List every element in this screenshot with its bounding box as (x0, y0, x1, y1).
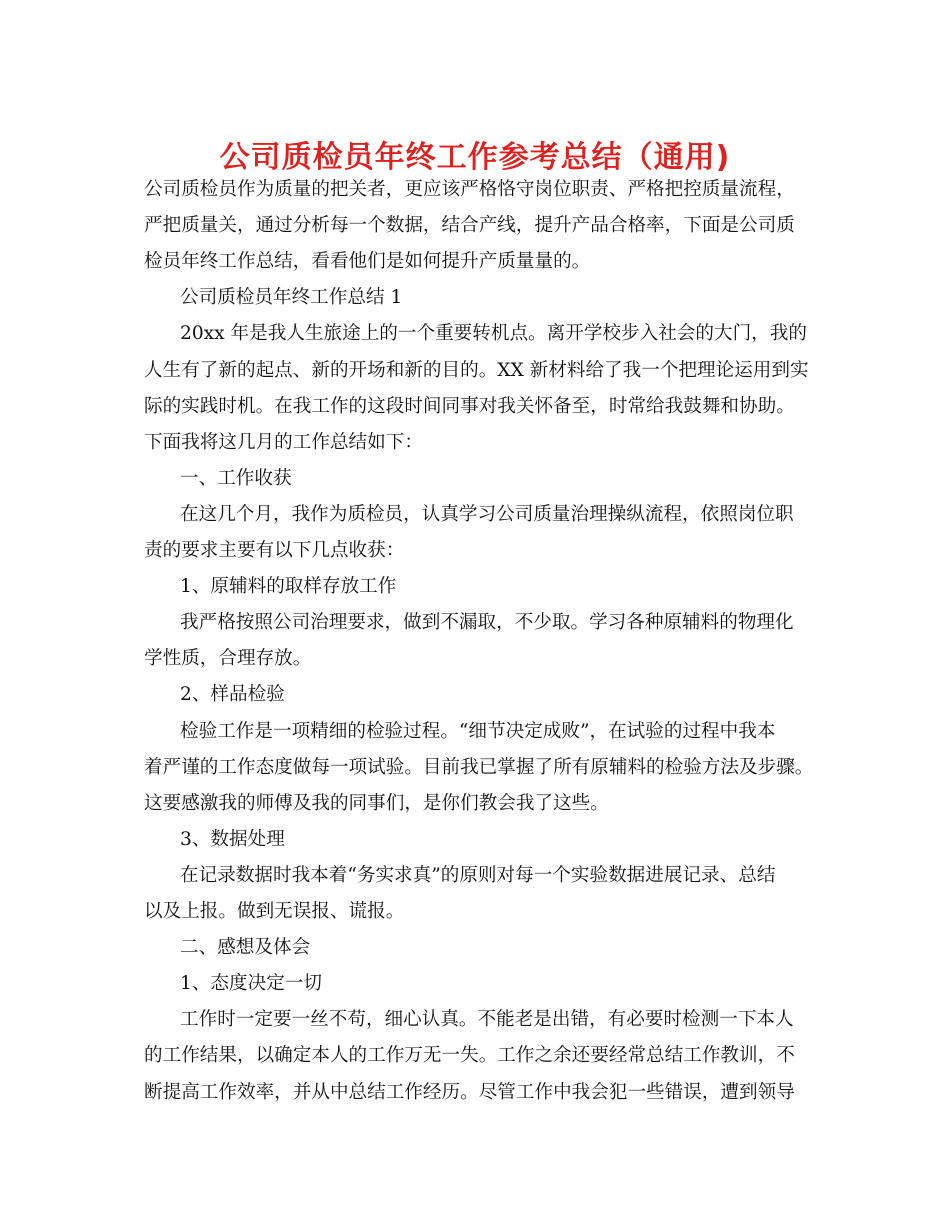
paragraph-line: 1、态度决定一切 (180, 973, 322, 995)
paragraph-line: 严把质量关，通过分析每一个数据，结合产线，提升产品合格率，下面是公司质 (144, 215, 795, 237)
paragraph-line: 以及上报。做到无误报、谎报。 (144, 901, 405, 922)
paragraph-line: 责的要求主要有以下几点收获： (144, 540, 405, 561)
paragraph-line: 在记录数据时我本着“务实求真”的原则对每一个实验数据进展记录、总结 (180, 864, 776, 886)
paragraph-line: 我严格按照公司治理要求，做到不漏取，不少取。学习各种原辅料的物理化 (180, 612, 794, 634)
paragraph-line: 着严谨的工作态度做每一项试验。目前我已掌握了所有原辅料的检验方法及步骤。 (144, 756, 814, 778)
paragraph-line: 人生有了新的起点、新的开场和新的目的。XX 新材料给了我一个把理论运用到实 (144, 359, 809, 381)
paragraph-line: 这要感激我的师傅及我的同事们，是你们教会我了这些。 (144, 792, 609, 814)
paragraph-line: 学性质，合理存放。 (144, 648, 312, 670)
paragraph-line: 1、原辅料的取样存放工作 (180, 576, 397, 598)
paragraph-line: 二、感想及体会 (180, 937, 311, 959)
paragraph-line: 一、工作收获 (180, 467, 292, 489)
paragraph-line: 公司质检员作为质量的把关者，更应该严格恪守岗位职责、严格把控质量流程， (144, 179, 795, 200)
paragraph-line: 在这几个月，我作为质检员，认真学习公司质量治理操纵流程，依照岗位职 (180, 503, 794, 525)
paragraph-line: 20xx 年是我人生旅途上的一个重要转机点。离开学校步入社会的大门，我的 (180, 323, 807, 345)
paragraph-line: 检验工作是一项精细的检验过程。“细节决定成败”，在试验的过程中我本 (180, 720, 776, 742)
paragraph-line: 际的实践时机。在我工作的这段时间同事对我关怀备至，时常给我鼓舞和协助。 (144, 395, 795, 417)
paragraph-line: 检员年终工作总结，看看他们是如何提升产质量量的。 (144, 251, 591, 273)
paragraph-line: 3、数据处理 (180, 828, 285, 850)
document-title: 公司质检员年终工作参考总结（通用) (219, 140, 731, 175)
paragraph-line: 2、样品检验 (180, 684, 285, 706)
paragraph-line: 工作时一定要一丝不苟，细心认真。不能老是出错，有必要时检测一下本人 (180, 1009, 794, 1031)
paragraph-line: 下面我将这几月的工作总结如下： (144, 431, 423, 453)
paragraph-line: 的工作结果，以确定本人的工作万无一失。工作之余还要经常总结工作教训，不 (144, 1045, 795, 1067)
paragraph-line: 断提高工作效率，并从中总结工作经历。尽管工作中我会犯一些错误，遭到领导 (144, 1081, 795, 1103)
paragraph-line: 公司质检员年终工作总结 1 (180, 287, 403, 309)
